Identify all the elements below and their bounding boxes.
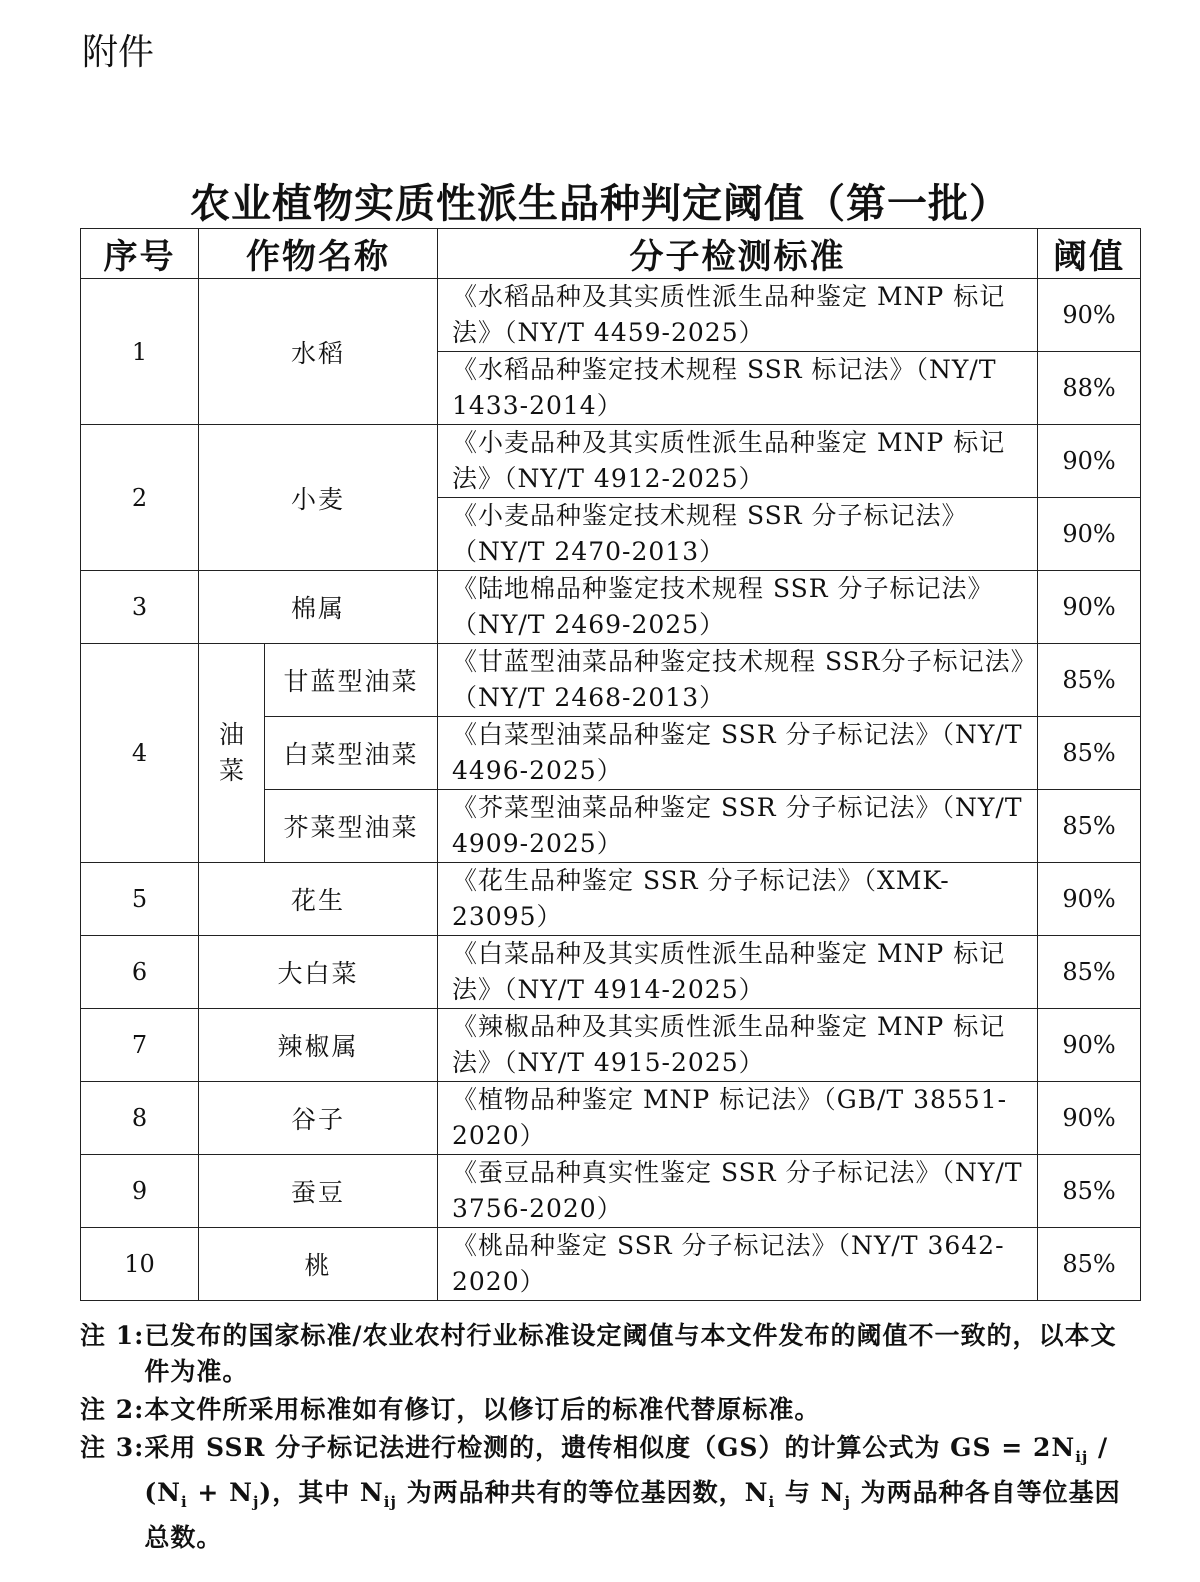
standard-cell: 《植物品种鉴定 MNP 标记法》（GB/T 38551-2020） [438, 1082, 1038, 1155]
threshold-cell: 90% [1038, 1009, 1141, 1082]
row-index: 8 [81, 1082, 199, 1155]
threshold-cell: 90% [1038, 498, 1141, 571]
standard-cell: 《甘蓝型油菜品种鉴定技术规程 SSR分子标记法》（NY/T 2468-2013） [438, 644, 1038, 717]
threshold-cell: 85% [1038, 1155, 1141, 1228]
crop-name-vertical [199, 644, 265, 863]
document-title: 农业植物实质性派生品种判定阈值（第一批） [190, 181, 1010, 227]
header-index: 序号 [81, 229, 199, 279]
threshold-cell: 85% [1038, 717, 1141, 790]
table-row [81, 279, 1141, 352]
standard-cell: 《桃品种鉴定 SSR 分子标记法》（NY/T 3642-2020） [438, 1228, 1038, 1301]
table-row [81, 936, 1141, 1009]
threshold-cell: 90% [1038, 863, 1141, 936]
note-text: 已发布的国家标准/农业农村行业标准设定阈值与本文件发布的阈值不一致的，以本文件为准。 [144, 1321, 1117, 1386]
attachment-label: 附件 [82, 32, 155, 73]
table-row [81, 1082, 1141, 1155]
row-index: 6 [81, 936, 199, 1009]
note-text [144, 1430, 1142, 1556]
table-row [81, 425, 1141, 498]
standard-cell: 《水稻品种鉴定技术规程 SSR 标记法》（NY/T 1433-2014） [438, 352, 1038, 425]
subscript: j [844, 1493, 851, 1511]
crop-name: 蚕豆 [199, 1155, 438, 1228]
header-standard: 分子检测标准 [438, 229, 1038, 279]
note-label: 注 1: [80, 1321, 145, 1350]
subcrop-name: 甘蓝型油菜 [265, 644, 438, 717]
note-label: 注 3: [80, 1433, 145, 1462]
crop-name: 桃 [199, 1228, 438, 1301]
table-row [81, 571, 1141, 644]
row-index: 9 [81, 1155, 199, 1228]
note-text: 本文件所采用标准如有修订，以修订后的标准代替原标准。 [144, 1395, 821, 1424]
subscript: j [252, 1493, 260, 1511]
table-row [81, 1228, 1141, 1301]
threshold-cell: 85% [1038, 936, 1141, 1009]
standard-cell: 《芥菜型油菜品种鉴定 SSR 分子标记法》（NY/T 4909-2025） [438, 790, 1038, 863]
subcrop-name: 白菜型油菜 [265, 717, 438, 790]
notes-section [80, 1318, 1142, 1558]
threshold-cell: 90% [1038, 571, 1141, 644]
row-index: 4 [81, 644, 199, 863]
table-row [81, 644, 1141, 717]
threshold-table [80, 228, 1141, 1301]
note-1 [80, 1318, 1142, 1390]
subscript: ij [1075, 1448, 1089, 1466]
standard-cell: 《小麦品种鉴定技术规程 SSR 分子标记法》（NY/T 2470-2013） [438, 498, 1038, 571]
note-text-part: 为两品种共有的等位基因数，N [396, 1478, 769, 1507]
row-index: 2 [81, 425, 199, 571]
standard-cell: 《小麦品种及其实质性派生品种鉴定 MNP 标记法》（NY/T 4912-2025） [438, 425, 1038, 498]
note-text-part: )，其中 N [259, 1478, 384, 1507]
threshold-cell: 88% [1038, 352, 1141, 425]
row-index: 3 [81, 571, 199, 644]
note-3 [80, 1430, 1142, 1556]
table-header-row [81, 229, 1141, 279]
threshold-cell: 85% [1038, 1228, 1141, 1301]
row-index: 5 [81, 863, 199, 936]
note-text-part: 为两品种各自等位基因总数。 [144, 1478, 1121, 1552]
threshold-cell: 90% [1038, 279, 1141, 352]
standard-cell: 《陆地棉品种鉴定技术规程 SSR 分子标记法》（NY/T 2469-2025） [438, 571, 1038, 644]
standard-cell: 《水稻品种及其实质性派生品种鉴定 MNP 标记法》（NY/T 4459-2025） [438, 279, 1038, 352]
row-index: 10 [81, 1228, 199, 1301]
header-threshold: 阈值 [1038, 229, 1141, 279]
header-crop: 作物名称 [199, 229, 438, 279]
threshold-cell: 90% [1038, 1082, 1141, 1155]
crop-name: 花生 [199, 863, 438, 936]
crop-name: 棉属 [199, 571, 438, 644]
row-index: 1 [81, 279, 199, 425]
standard-cell: 《白菜品种及其实质性派生品种鉴定 MNP 标记法》（NY/T 4914-2025） [438, 936, 1038, 1009]
standard-cell: 《蚕豆品种真实性鉴定 SSR 分子标记法》（NY/T 3756-2020） [438, 1155, 1038, 1228]
row-index: 7 [81, 1009, 199, 1082]
crop-name: 小麦 [199, 425, 438, 571]
subscript: i [768, 1493, 776, 1511]
crop-name: 水稻 [199, 279, 438, 425]
threshold-cell: 85% [1038, 644, 1141, 717]
crop-name: 辣椒属 [199, 1009, 438, 1082]
note-text-part: 采用 SSR 分子标记法进行检测的，遗传相似度（GS）的计算公式为 GS = 2N [144, 1433, 1076, 1462]
note-text-part: 与 N [775, 1478, 845, 1507]
table-row [81, 863, 1141, 936]
crop-name: 大白菜 [199, 936, 438, 1009]
note-2 [80, 1392, 1142, 1428]
standard-cell: 《辣椒品种及其实质性派生品种鉴定 MNP 标记法》（NY/T 4915-2025） [438, 1009, 1038, 1082]
subcrop-name: 芥菜型油菜 [265, 790, 438, 863]
standard-cell: 《白菜型油菜品种鉴定 SSR 分子标记法》（NY/T 4496-2025） [438, 717, 1038, 790]
subscript: i [181, 1493, 188, 1511]
threshold-cell: 90% [1038, 425, 1141, 498]
threshold-cell: 85% [1038, 790, 1141, 863]
standard-cell: 《花生品种鉴定 SSR 分子标记法》（XMK-23095） [438, 863, 1038, 936]
subscript: ij [383, 1493, 397, 1511]
note-text-part: + N [187, 1478, 253, 1507]
crop-name: 谷子 [199, 1082, 438, 1155]
note-label: 注 2: [80, 1395, 145, 1424]
note-text-part: / (N [144, 1433, 1109, 1507]
crop-name-text: 油菜 [218, 720, 244, 785]
table-row [81, 1155, 1141, 1228]
table-row [81, 1009, 1141, 1082]
